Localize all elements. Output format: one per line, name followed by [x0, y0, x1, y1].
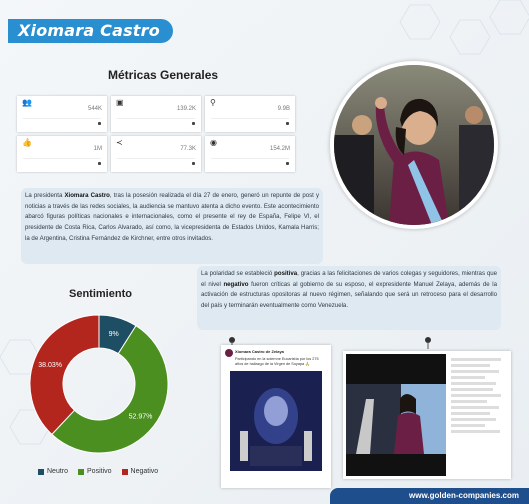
menu-icon[interactable]	[98, 122, 101, 125]
legend-swatch	[122, 469, 128, 475]
comment-line	[451, 412, 490, 415]
donut-label: 9%	[108, 331, 119, 339]
menu-icon[interactable]	[192, 122, 195, 125]
divider	[117, 118, 195, 119]
comment-line	[451, 370, 499, 373]
hexagon-pattern	[380, 0, 529, 70]
divider	[23, 158, 101, 159]
users-icon: 👥	[22, 98, 32, 107]
comment-line	[451, 418, 496, 421]
sentiment-heading: Sentimiento	[69, 288, 132, 300]
sentiment-donut-chart	[28, 313, 170, 455]
paragraph-text: , gracias a las felicitaciones de varios colegas y seguidores, mientras que el nivel	[201, 270, 498, 288]
comment-line	[451, 388, 493, 391]
comment-line	[451, 382, 496, 385]
divider	[211, 158, 289, 159]
legend-item-positivo	[78, 468, 112, 475]
polarity-paragraph	[197, 266, 501, 330]
donut-label: 52.97%	[128, 413, 153, 421]
metric-value: 154.2M	[269, 146, 290, 152]
footer-bar	[330, 488, 529, 504]
menu-icon[interactable]	[98, 162, 101, 165]
paragraph-text: , tras la posesión realizada el día 27 de enero, generó un repunte de post y noticias a través de las redes sociales, la audiencia se mantuvo atenta a dicho evento. Este acontecimiento abarcó figuras políticas nacionales e internacionales, como el presente el rey de España, Felipe VI, el presidente de Costa Rica, Carlos Alvarado, así como, la vicepresidenta de Estados Unidos, Kamala Harris; la de Argentina, Cristina Fernández de Kirchner, entre otros invitados.	[25, 192, 320, 242]
post-account: Xiomara Castro de Zelaya	[235, 349, 284, 354]
legend-item-negativo	[122, 468, 159, 475]
title-banner	[8, 19, 173, 43]
legend-swatch	[38, 469, 44, 475]
positive-keyword: positiva	[274, 270, 298, 277]
comment-line	[451, 406, 499, 409]
legend-swatch	[78, 469, 84, 475]
comment-line	[451, 424, 485, 427]
metric-value: 1M	[93, 146, 102, 152]
post-text: Participando en la solemne Eucaristía por los 275 años de hallazgo de la Virgen de Suyapa 🙏	[235, 357, 319, 366]
share-icon: ≺	[116, 138, 123, 147]
chart-legend	[38, 468, 158, 475]
social-post-card	[221, 345, 331, 488]
footer-url[interactable]: www.golden-companies.com	[409, 491, 519, 500]
menu-icon[interactable]	[286, 162, 289, 165]
comment-line	[451, 394, 501, 397]
post-avatar	[225, 349, 233, 357]
divider	[117, 158, 195, 159]
metric-card	[111, 136, 201, 172]
pin-icon	[424, 337, 432, 349]
metric-card	[17, 96, 107, 132]
metric-card	[205, 96, 295, 132]
negative-keyword: negativo	[223, 280, 249, 288]
social-post-card	[343, 351, 511, 479]
president-photo	[330, 61, 498, 229]
link-icon: ⚲	[210, 98, 216, 107]
document-icon: ▣	[116, 98, 124, 107]
metric-value: 9.9B	[277, 106, 290, 112]
divider	[23, 118, 101, 119]
globe-icon: ◉	[210, 138, 217, 147]
menu-icon[interactable]	[286, 122, 289, 125]
comment-line	[451, 400, 487, 403]
metric-card	[17, 136, 107, 172]
comment-list	[451, 355, 507, 475]
post-image	[230, 371, 322, 471]
context-paragraph	[21, 188, 323, 264]
legend-item-neutro	[38, 468, 68, 475]
donut-label: 38.03%	[38, 362, 63, 370]
paragraph-name: Xiomara Castro	[64, 192, 110, 199]
metric-card	[205, 136, 295, 172]
like-icon: 👍	[22, 138, 32, 147]
donut-slice-negativo	[30, 315, 99, 434]
post-image	[346, 354, 446, 476]
paragraph-text: fueron críticas al gobierno de su esposo, el expresidente Manuel Zelaya, además de la activación de estructuras opositoras al nuevo régimen, señalando que será un retroceso para el desarrollo del país y terminarán eventualmente como Venezuela.	[201, 280, 497, 310]
metric-card	[111, 96, 201, 132]
comment-line	[451, 376, 485, 379]
comment-line	[451, 430, 500, 433]
menu-icon[interactable]	[192, 162, 195, 165]
metric-value: 139.2K	[176, 106, 196, 112]
comment-line	[451, 358, 501, 361]
metrics-heading: Métricas Generales	[108, 68, 219, 82]
metric-value: 77.3K	[180, 146, 196, 152]
metric-value: 544K	[87, 106, 102, 112]
page-title: Xiomara Castro	[18, 21, 160, 40]
legend-label: Neutro	[47, 468, 69, 475]
comment-line	[451, 364, 490, 367]
paragraph-text: La polaridad se estableció	[201, 270, 275, 277]
legend-label: Negativo	[130, 468, 159, 475]
paragraph-text: La presidenta	[25, 192, 65, 199]
legend-label: Positivo	[87, 468, 112, 475]
divider	[211, 118, 289, 119]
